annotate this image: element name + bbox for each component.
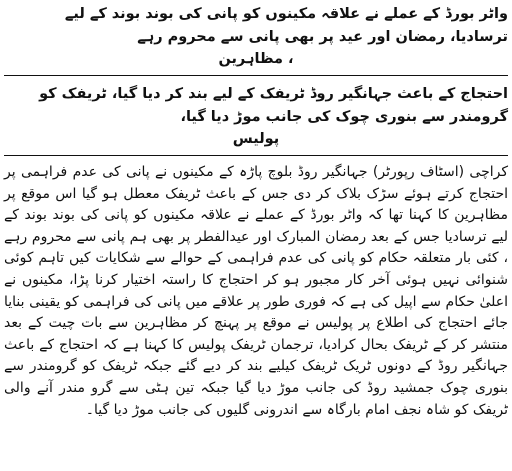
headline-water-protest: واٹر بورڈ کے عملے نے علاقہ مکینوں کو پانی کی بوند بوند کے لیے ترسادیا، رمضان اور عید پر بھی پانی سے محروم رہے <box>64 6 508 45</box>
news-article <box>4 0 508 421</box>
tagline-protesters: ، مظاہرین <box>218 51 294 67</box>
article-body: کراچی (اسٹاف رپورٹر) جہانگیر روڈ بلوچ پاڑہ کے مکینوں نے پانی کی عدم فراہمی پر احتجاج کرتے ہوئے سڑک بلاک کر دی جس کے باعث ٹریفک معطل ہو گیا اس موقع پر مظاہرین کا کہنا تھا کہ واٹر بورڈ کے عملے نے علاقہ مکینوں کو پانی کی بوند بوند کے لیے ترسادیا جس کے بعد رمضان المبارک اور عیدالفطر پر بھی ہم پانی سے محروم رہے ، کئی بار متعلقہ حکام کو پانی کی عدم فراہمی کے حوالے سے شکایات کیں تاہم کوئی شنوائی نہیں ہوئی آخر کار مجبور ہو کر احتجاج کا راستہ اختیار کرنا پڑا، مکینوں نے اعلیٰ حکام سے اپیل کی ہے کہ فوری طور پر علاقے میں پانی کی فراہمی کو یقینی بنایا جائے احتجاج کی اطلاع پر پولیس نے موقع پر پہنچ کر مظاہرین سے بات چیت کے بعد منتشر کر کے ٹریفک بحال کرادیا، ترجمان ٹریفک پولیس کا کہنا ہے کہ احتجاج کے باعث جہانگیر روڈ کے دونوں ٹریک ٹریفک کیلیے بند کر دیے گئے جبکہ ٹریفک کو گرومندر سے بنوری چوک جمشید روڈ کی جانب موڑ دیا گیا جبکہ تین ہٹی سے گرو مندر آنے والی ٹریفک کو شاہ نجف امام بارگاہ سے اندرونی گلیوں کی جانب موڑ دیا گیا۔ <box>4 164 508 418</box>
headline-traffic-diversion: احتجاج کے باعث جہانگیر روڈ ٹریفک کے لیے بند کر دیا گیا، ٹریفک کو گرومندر سے بنوری چوک کی جانب موڑ دیا گیا، <box>39 86 508 125</box>
divider-bottom <box>4 155 508 156</box>
tagline-police: پولیس <box>232 131 280 147</box>
divider-top <box>4 75 508 76</box>
